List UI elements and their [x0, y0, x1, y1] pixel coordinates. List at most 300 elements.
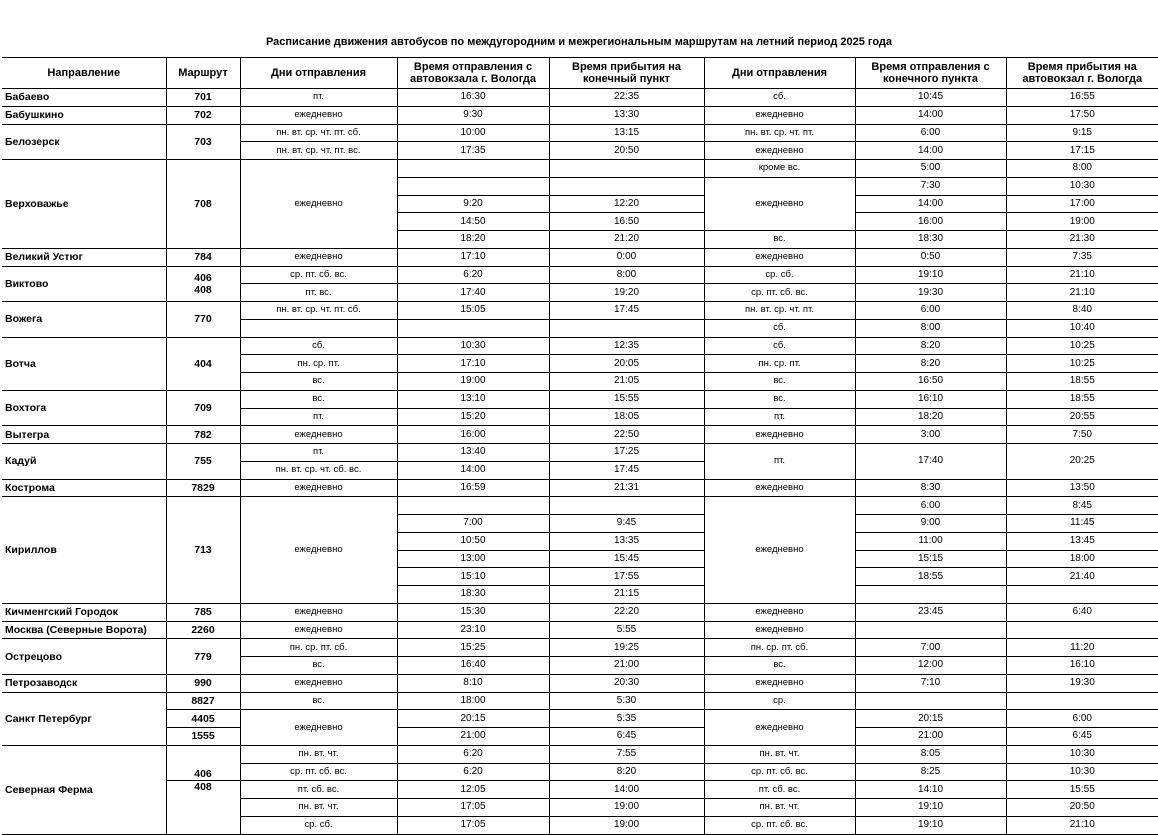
- arr-cell: 7:55: [549, 745, 704, 763]
- days-back-cell: ср. пт. сб. вс.: [704, 816, 855, 834]
- dep-cell: 6:20: [397, 763, 549, 781]
- days-back-cell: ср. пт. сб. вс.: [704, 284, 855, 302]
- dep-cell: 17:10: [397, 355, 549, 373]
- arr-cell: 20:30: [549, 674, 704, 692]
- arr-cell: 13:30: [549, 106, 704, 124]
- table-row: [2, 603, 1158, 621]
- days-back-cell: ежедневно: [704, 248, 855, 266]
- days-back-cell: ежедневно: [704, 106, 855, 124]
- arr-cell: 13:35: [549, 532, 704, 550]
- table-row: [2, 266, 1158, 284]
- table-row: [2, 337, 1158, 355]
- dep-cell: 23:10: [397, 621, 549, 639]
- dep-back-cell: 19:10: [855, 816, 1006, 834]
- arr-cell: 15:55: [549, 390, 704, 408]
- arr-back-cell: 20:55: [1006, 408, 1158, 426]
- dep-cell: 15:30: [397, 603, 549, 621]
- arr-back-cell: 19:00: [1006, 213, 1158, 231]
- arr-cell: 6:45: [549, 728, 704, 746]
- days-back-cell: пн. вт. ср. чт. пт.: [704, 124, 855, 142]
- dep-back-cell: 8:20: [855, 337, 1006, 355]
- dep-back-cell: 14:10: [855, 781, 1006, 799]
- dep-cell: 15:20: [397, 408, 549, 426]
- direction-cell: Москва (Северные Ворота): [2, 621, 166, 639]
- days-out-cell: пн. ср. пт. сб.: [240, 639, 397, 657]
- dep-back-cell: 3:00: [855, 426, 1006, 444]
- arr-cell: 15:45: [549, 550, 704, 568]
- dep-cell: 8:10: [397, 674, 549, 692]
- table-row: [2, 710, 1158, 728]
- direction-cell: Кострома: [2, 479, 166, 497]
- arr-back-cell: 20:50: [1006, 799, 1158, 817]
- days-back-cell: ср. пт. сб. вс.: [704, 763, 855, 781]
- direction-cell: Бабушкино: [2, 106, 166, 124]
- days-out-cell: пн. вт. ср. чт. сб. вс.: [240, 461, 397, 479]
- route-cell: [166, 266, 240, 302]
- arr-back-cell: 18:55: [1006, 390, 1158, 408]
- arr-back-cell: 7:35: [1006, 248, 1158, 266]
- arr-back-cell: [1006, 692, 1158, 710]
- days-out-cell: ср. пт. сб. вс.: [240, 266, 397, 284]
- dep-cell: 7:00: [397, 515, 549, 533]
- route-cell: 404: [166, 337, 240, 390]
- dep-cell: 21:00: [397, 728, 549, 746]
- dep-cell: [397, 497, 549, 515]
- route-cell: 408: [166, 781, 240, 834]
- dep-cell: 12:05: [397, 781, 549, 799]
- days-back-cell: пт.: [704, 444, 855, 480]
- route-cell: 7829: [166, 479, 240, 497]
- days-out-cell: пт.: [240, 444, 397, 462]
- arr-back-cell: 6:00: [1006, 710, 1158, 728]
- direction-cell: Вожега: [2, 302, 166, 338]
- days-out-cell: ежедневно: [240, 621, 397, 639]
- days-back-cell: кроме вс.: [704, 160, 855, 178]
- days-out-cell: пн. ср. пт.: [240, 355, 397, 373]
- arr-cell: [549, 160, 704, 178]
- arr-cell: 17:25: [549, 444, 704, 462]
- dep-cell: 14:00: [397, 461, 549, 479]
- dep-back-cell: 8:25: [855, 763, 1006, 781]
- days-out-cell: пт.: [240, 408, 397, 426]
- direction-cell: Белозерск: [2, 124, 166, 160]
- arr-cell: 21:15: [549, 586, 704, 604]
- arr-back-cell: 21:10: [1006, 816, 1158, 834]
- arr-cell: 21:20: [549, 231, 704, 249]
- days-out-cell: пт.: [240, 89, 397, 107]
- dep-cell: 13:10: [397, 390, 549, 408]
- dep-cell: 6:20: [397, 745, 549, 763]
- route-cell: 4405: [166, 710, 240, 728]
- days-back-cell: пт.: [704, 408, 855, 426]
- dep-cell: 6:20: [397, 266, 549, 284]
- arr-back-cell: 8:45: [1006, 497, 1158, 515]
- header-days-out: Дни отправления: [240, 58, 397, 89]
- dep-back-cell: 15:15: [855, 550, 1006, 568]
- dep-cell: 18:30: [397, 586, 549, 604]
- direction-cell: Виктово: [2, 266, 166, 302]
- days-back-cell: ср. сб.: [704, 266, 855, 284]
- dep-cell: 17:05: [397, 816, 549, 834]
- arr-back-cell: 17:00: [1006, 195, 1158, 213]
- days-out-cell: ср. пт. сб. вс.: [240, 763, 397, 781]
- days-back-cell: пн. вт. чт.: [704, 745, 855, 763]
- arr-cell: 20:50: [549, 142, 704, 160]
- arr-back-cell: 7:50: [1006, 426, 1158, 444]
- table-row: [2, 426, 1158, 444]
- days-back-cell: сб.: [704, 319, 855, 337]
- table-row: [2, 302, 1158, 320]
- days-back-cell: пн. ср. пт. сб.: [704, 639, 855, 657]
- arr-back-cell: 8:40: [1006, 302, 1158, 320]
- days-out-cell: пн. вт. ср. чт. пт. сб.: [240, 124, 397, 142]
- arr-back-cell: 16:55: [1006, 89, 1158, 107]
- days-back-cell: ежедневно: [704, 497, 855, 604]
- days-out-cell: ежедневно: [240, 160, 397, 249]
- schedule-body: [2, 89, 1158, 835]
- arr-cell: 19:25: [549, 639, 704, 657]
- days-back-cell: вс.: [704, 373, 855, 391]
- days-back-cell: ежедневно: [704, 177, 855, 230]
- arr-cell: 5:30: [549, 692, 704, 710]
- arr-cell: 17:45: [549, 302, 704, 320]
- route-cell: 406: [166, 745, 240, 781]
- arr-cell: 18:05: [549, 408, 704, 426]
- header-direction: Направление: [2, 58, 166, 89]
- dep-cell: 16:00: [397, 426, 549, 444]
- dep-cell: [397, 319, 549, 337]
- dep-cell: 16:30: [397, 89, 549, 107]
- arr-cell: 19:00: [549, 799, 704, 817]
- dep-cell: 10:30: [397, 337, 549, 355]
- dep-cell: 17:05: [397, 799, 549, 817]
- dep-back-cell: 11:00: [855, 532, 1006, 550]
- dep-back-cell: 7:30: [855, 177, 1006, 195]
- arr-back-cell: 13:50: [1006, 479, 1158, 497]
- arr-back-cell: 17:50: [1006, 106, 1158, 124]
- arr-back-cell: 21:10: [1006, 266, 1158, 284]
- dep-cell: 18:20: [397, 231, 549, 249]
- arr-cell: 21:31: [549, 479, 704, 497]
- days-back-cell: ср.: [704, 692, 855, 710]
- dep-back-cell: 14:00: [855, 106, 1006, 124]
- arr-back-cell: 10:25: [1006, 355, 1158, 373]
- route-cell: 708: [166, 160, 240, 249]
- route-cell: 770: [166, 302, 240, 338]
- dep-cell: 10:50: [397, 532, 549, 550]
- days-out-cell: ср. сб.: [240, 816, 397, 834]
- arr-back-cell: 19:30: [1006, 674, 1158, 692]
- arr-cell: 19:00: [549, 816, 704, 834]
- route-cell: 709: [166, 390, 240, 426]
- table-row: [2, 781, 1158, 799]
- arr-cell: 20:05: [549, 355, 704, 373]
- dep-back-cell: 19:30: [855, 284, 1006, 302]
- arr-back-cell: 20:25: [1006, 444, 1158, 480]
- days-out-cell: ежедневно: [240, 674, 397, 692]
- route-number: 408: [194, 283, 212, 296]
- days-back-cell: ежедневно: [704, 479, 855, 497]
- dep-back-cell: 21:00: [855, 728, 1006, 746]
- arr-back-cell: 10:25: [1006, 337, 1158, 355]
- dep-back-cell: 19:10: [855, 266, 1006, 284]
- days-back-cell: сб.: [704, 337, 855, 355]
- days-out-cell: [240, 319, 397, 337]
- arr-back-cell: 21:40: [1006, 568, 1158, 586]
- dep-back-cell: 18:30: [855, 231, 1006, 249]
- route-cell: 2260: [166, 621, 240, 639]
- direction-cell: Вытегра: [2, 426, 166, 444]
- dep-back-cell: 8:20: [855, 355, 1006, 373]
- dep-cell: 14:50: [397, 213, 549, 231]
- arr-cell: 21:00: [549, 657, 704, 675]
- arr-back-cell: 10:30: [1006, 177, 1158, 195]
- dep-cell: 10:00: [397, 124, 549, 142]
- header-route: Маршрут: [166, 58, 240, 89]
- days-back-cell: вс.: [704, 657, 855, 675]
- dep-back-cell: 14:00: [855, 142, 1006, 160]
- route-cell: 1555: [166, 728, 240, 746]
- dep-back-cell: [855, 586, 1006, 604]
- dep-back-cell: 8:30: [855, 479, 1006, 497]
- dep-back-cell: 8:05: [855, 745, 1006, 763]
- dep-back-cell: 16:10: [855, 390, 1006, 408]
- header-dep-terminal: Время отправления с конечного пункта: [855, 58, 1006, 89]
- days-back-cell: ежедневно: [704, 426, 855, 444]
- days-out-cell: пт. сб. вс.: [240, 781, 397, 799]
- dep-back-cell: 16:50: [855, 373, 1006, 391]
- days-out-cell: пн. вт. чт.: [240, 799, 397, 817]
- route-cell: 703: [166, 124, 240, 160]
- dep-back-cell: 0:50: [855, 248, 1006, 266]
- arr-back-cell: [1006, 586, 1158, 604]
- dep-back-cell: 20:15: [855, 710, 1006, 728]
- days-back-cell: пт. сб. вс.: [704, 781, 855, 799]
- arr-back-cell: 18:55: [1006, 373, 1158, 391]
- days-out-cell: ежедневно: [240, 248, 397, 266]
- arr-back-cell: 21:30: [1006, 231, 1158, 249]
- arr-back-cell: 21:10: [1006, 284, 1158, 302]
- dep-back-cell: 6:00: [855, 497, 1006, 515]
- days-out-cell: ежедневно: [240, 603, 397, 621]
- route-cell: 990: [166, 674, 240, 692]
- table-row: [2, 106, 1158, 124]
- dep-cell: [397, 177, 549, 195]
- route-cell: 782: [166, 426, 240, 444]
- days-back-cell: ежедневно: [704, 142, 855, 160]
- arr-back-cell: 15:55: [1006, 781, 1158, 799]
- dep-back-cell: [855, 692, 1006, 710]
- arr-back-cell: 11:20: [1006, 639, 1158, 657]
- direction-cell: Петрозаводск: [2, 674, 166, 692]
- days-back-cell: ежедневно: [704, 603, 855, 621]
- dep-cell: 18:00: [397, 692, 549, 710]
- route-cell: 785: [166, 603, 240, 621]
- direction-cell: Санкт Петербург: [2, 692, 166, 745]
- arr-cell: 12:35: [549, 337, 704, 355]
- dep-cell: 17:10: [397, 248, 549, 266]
- table-row: [2, 390, 1158, 408]
- dep-back-cell: 12:00: [855, 657, 1006, 675]
- arr-back-cell: 13:45: [1006, 532, 1158, 550]
- days-out-cell: вс.: [240, 692, 397, 710]
- header-row: [2, 58, 1158, 89]
- schedule-table: [2, 57, 1158, 835]
- dep-back-cell: 16:00: [855, 213, 1006, 231]
- dep-cell: 20:15: [397, 710, 549, 728]
- header-dep-vologda: Время отправления с автовокзала г. Вологда: [397, 58, 549, 89]
- arr-cell: [549, 497, 704, 515]
- dep-cell: 16:40: [397, 657, 549, 675]
- days-out-cell: вс.: [240, 390, 397, 408]
- dep-cell: 17:35: [397, 142, 549, 160]
- arr-cell: 8:20: [549, 763, 704, 781]
- arr-cell: 0:00: [549, 248, 704, 266]
- dep-back-cell: 7:00: [855, 639, 1006, 657]
- arr-cell: 8:00: [549, 266, 704, 284]
- dep-cell: 15:10: [397, 568, 549, 586]
- days-out-cell: пн. вт. ср. чт. пт. вс.: [240, 142, 397, 160]
- arr-cell: 13:15: [549, 124, 704, 142]
- days-back-cell: ежедневно: [704, 710, 855, 746]
- days-out-cell: ежедневно: [240, 497, 397, 604]
- arr-cell: 12:20: [549, 195, 704, 213]
- route-cell: 755: [166, 444, 240, 480]
- table-row: [2, 479, 1158, 497]
- dep-back-cell: 19:10: [855, 799, 1006, 817]
- arr-back-cell: 17:15: [1006, 142, 1158, 160]
- dep-cell: 9:20: [397, 195, 549, 213]
- days-back-cell: пн. ср. пт.: [704, 355, 855, 373]
- header-arr-terminal: Время прибытия на конечный пункт: [549, 58, 704, 89]
- table-row: [2, 674, 1158, 692]
- dep-back-cell: 18:55: [855, 568, 1006, 586]
- arr-cell: 21:05: [549, 373, 704, 391]
- arr-back-cell: 8:00: [1006, 160, 1158, 178]
- dep-cell: 13:40: [397, 444, 549, 462]
- days-back-cell: ежедневно: [704, 621, 855, 639]
- table-row: [2, 89, 1158, 107]
- days-out-cell: пн. вт. ср. чт. пт. сб.: [240, 302, 397, 320]
- dep-back-cell: 14:00: [855, 195, 1006, 213]
- days-out-cell: пн. вт. чт.: [240, 745, 397, 763]
- table-row: [2, 160, 1158, 178]
- dep-cell: 19:00: [397, 373, 549, 391]
- dep-back-cell: 6:00: [855, 124, 1006, 142]
- dep-cell: 15:25: [397, 639, 549, 657]
- table-row: [2, 745, 1158, 763]
- table-row: [2, 728, 1158, 746]
- days-out-cell: вс.: [240, 373, 397, 391]
- arr-cell: [549, 319, 704, 337]
- table-row: [2, 692, 1158, 710]
- arr-cell: [549, 177, 704, 195]
- dep-back-cell: 8:00: [855, 319, 1006, 337]
- arr-cell: 19:20: [549, 284, 704, 302]
- table-row: [2, 639, 1158, 657]
- dep-cell: 15:05: [397, 302, 549, 320]
- table-row: [2, 444, 1158, 462]
- dep-cell: 17:40: [397, 284, 549, 302]
- dep-back-cell: 5:00: [855, 160, 1006, 178]
- days-back-cell: ежедневно: [704, 674, 855, 692]
- direction-cell: Кадуй: [2, 444, 166, 480]
- days-back-cell: пн. вт. чт.: [704, 799, 855, 817]
- days-back-cell: сб.: [704, 89, 855, 107]
- table-row: [2, 621, 1158, 639]
- dep-cell: [397, 160, 549, 178]
- days-out-cell: ежедневно: [240, 106, 397, 124]
- days-out-cell: пт. вс.: [240, 284, 397, 302]
- days-out-cell: ежедневно: [240, 479, 397, 497]
- direction-cell: Верховажье: [2, 160, 166, 249]
- days-back-cell: вс.: [704, 390, 855, 408]
- arr-cell: 9:45: [549, 515, 704, 533]
- route-cell: 779: [166, 639, 240, 675]
- dep-back-cell: 18:20: [855, 408, 1006, 426]
- direction-cell: Великий Устюг: [2, 248, 166, 266]
- page-title: Расписание движения автобусов по междугородним и межрегиональным маршрутам на летний период 2025 года: [265, 36, 892, 48]
- days-out-cell: вс.: [240, 657, 397, 675]
- days-back-cell: вс.: [704, 231, 855, 249]
- dep-back-cell: 17:40: [855, 444, 1006, 480]
- arr-back-cell: 10:30: [1006, 763, 1158, 781]
- arr-cell: 22:20: [549, 603, 704, 621]
- arr-cell: 17:55: [549, 568, 704, 586]
- direction-cell: Северная Ферма: [2, 745, 166, 834]
- dep-back-cell: [855, 621, 1006, 639]
- table-row: [2, 124, 1158, 142]
- route-number: 406: [194, 271, 212, 284]
- direction-cell: Кириллов: [2, 497, 166, 604]
- dep-cell: 13:00: [397, 550, 549, 568]
- direction-cell: Бабаево: [2, 89, 166, 107]
- arr-cell: 14:00: [549, 781, 704, 799]
- arr-back-cell: 16:10: [1006, 657, 1158, 675]
- route-cell: 8827: [166, 692, 240, 710]
- arr-back-cell: 11:45: [1006, 515, 1158, 533]
- arr-back-cell: [1006, 621, 1158, 639]
- arr-cell: 5:35: [549, 710, 704, 728]
- dep-back-cell: 23:45: [855, 603, 1006, 621]
- table-row: [2, 248, 1158, 266]
- arr-cell: 22:50: [549, 426, 704, 444]
- table-row: [2, 497, 1158, 515]
- header-arr-vologda: Время прибытия на автовокзал г. Вологда: [1006, 58, 1158, 89]
- dep-back-cell: 7:10: [855, 674, 1006, 692]
- arr-cell: 22:35: [549, 89, 704, 107]
- arr-cell: 17:45: [549, 461, 704, 479]
- direction-cell: Вохтога: [2, 390, 166, 426]
- dep-cell: 16:59: [397, 479, 549, 497]
- arr-cell: 5:55: [549, 621, 704, 639]
- arr-back-cell: 10:40: [1006, 319, 1158, 337]
- dep-back-cell: 6:00: [855, 302, 1006, 320]
- header-days-back: Дни отправления: [704, 58, 855, 89]
- direction-cell: Вотча: [2, 337, 166, 390]
- dep-back-cell: 9:00: [855, 515, 1006, 533]
- route-cell: 713: [166, 497, 240, 604]
- arr-back-cell: 10:30: [1006, 745, 1158, 763]
- direction-cell: Кичменгский Городок: [2, 603, 166, 621]
- dep-back-cell: 10:45: [855, 89, 1006, 107]
- days-out-cell: сб.: [240, 337, 397, 355]
- arr-back-cell: 6:40: [1006, 603, 1158, 621]
- days-out-cell: ежедневно: [240, 710, 397, 746]
- route-cell: 701: [166, 89, 240, 107]
- arr-cell: 16:50: [549, 213, 704, 231]
- days-back-cell: пн. вт. ср. чт. пт.: [704, 302, 855, 320]
